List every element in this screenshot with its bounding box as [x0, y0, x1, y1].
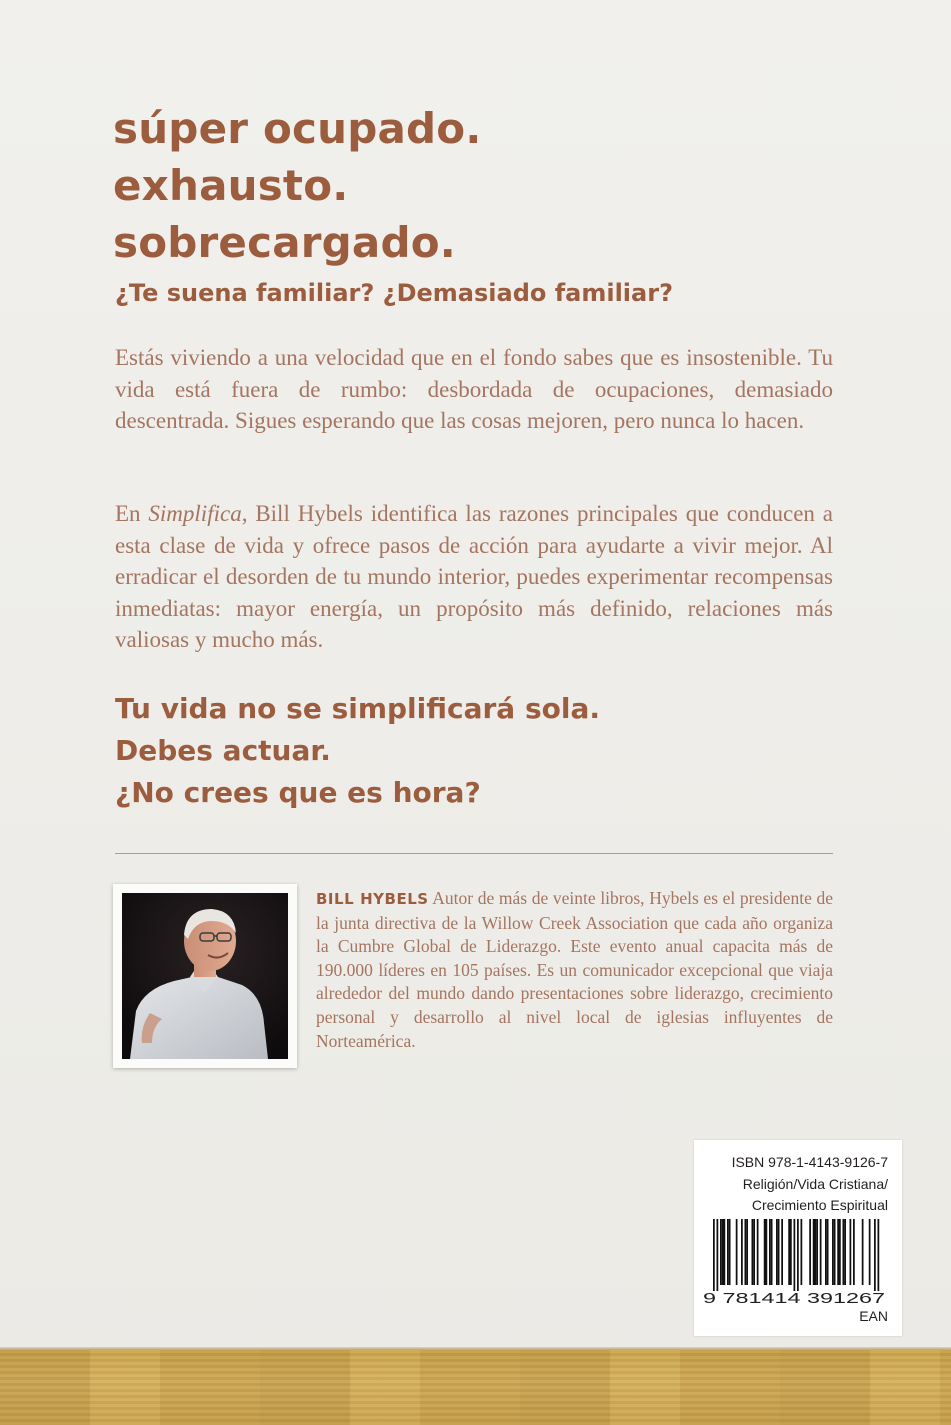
intro-paragraph: Estás viviendo a una velocidad que en el fondo sabes que es insostenible. Tu vida está fuera de rumbo: desbordada de ocupaciones, demasiado descentrada. Sigues esperando que las cosas mejoren, pero nunca lo hacen. [115, 345, 833, 433]
barcode-bar [832, 1219, 834, 1285]
barcode-bar [776, 1219, 778, 1285]
barcode-bar [729, 1219, 731, 1285]
subheadline: ¿Te suena familiar? ¿Demasiado familiar? [115, 279, 673, 307]
barcode [701, 1219, 895, 1307]
barcode-bar [717, 1219, 719, 1291]
barcode-bar [853, 1219, 855, 1285]
barcode-bar [794, 1219, 796, 1291]
barcode-number: 9 781414 391267 [703, 1291, 885, 1307]
closing-line-2: Debes actuar. [115, 734, 331, 767]
divider [115, 853, 833, 854]
barcode-bar [839, 1219, 841, 1285]
headline-line-2: exhausto. [113, 161, 349, 210]
barcode-bar [878, 1219, 880, 1291]
headline [113, 100, 482, 271]
barcode-bar [834, 1219, 836, 1285]
barcode-bar [745, 1219, 747, 1285]
paragraph-prefix: En [115, 501, 149, 526]
category-line-1: Religión/Vida Cristiana/ [742, 1175, 888, 1192]
barcode-bar [815, 1219, 817, 1285]
book-title: Simplifica [148, 501, 242, 526]
barcode-bar [843, 1219, 845, 1285]
barcode-bar [722, 1219, 724, 1285]
barcode-bar [771, 1219, 773, 1285]
barcode-bar [874, 1219, 876, 1291]
barcode-bar [766, 1219, 768, 1285]
barcode-bar [781, 1219, 783, 1285]
isbn-text [732, 1152, 888, 1217]
barcode-bar [816, 1219, 818, 1285]
barcode-bar [724, 1219, 726, 1285]
barcode-bar [746, 1219, 748, 1285]
isbn-number: ISBN 978-1-4143-9126-7 [731, 1154, 888, 1170]
category-line-2: Crecimiento Espiritual [751, 1197, 888, 1213]
closing-line-3: ¿No crees que es hora? [115, 776, 481, 809]
barcode-bar [741, 1219, 743, 1285]
wooden-floor [0, 1350, 951, 1425]
author-photo-frame [113, 884, 297, 1068]
isbn-block [694, 1140, 902, 1336]
barcode-bar [790, 1219, 792, 1285]
author-name: BILL HYBELS [316, 890, 429, 908]
barcode-bar [825, 1219, 827, 1285]
barcode-bar [862, 1219, 864, 1285]
barcode-bar [797, 1219, 799, 1291]
closing-line-1: Tu vida no se simplificará sola. [115, 692, 600, 725]
barcode-bar [827, 1219, 829, 1285]
barcode-bar [736, 1219, 738, 1285]
barcode-bar [720, 1219, 722, 1285]
barcode-bar [813, 1219, 815, 1285]
barcode-bar [801, 1219, 803, 1285]
barcode-bar [820, 1219, 822, 1285]
barcode-bar [837, 1219, 839, 1285]
barcode-bar [727, 1219, 729, 1285]
headline-line-1: súper ocupado. [113, 104, 482, 153]
barcode-bar [850, 1219, 852, 1285]
barcode-bar [752, 1219, 754, 1285]
barcode-bar [869, 1219, 871, 1285]
closing-statement [115, 688, 600, 814]
barcode-bar [809, 1219, 811, 1285]
headline-line-3: sobrecargado. [113, 218, 456, 267]
barcode-bar [713, 1219, 715, 1291]
author-photo [122, 893, 288, 1059]
author-portrait-image [122, 893, 288, 1059]
barcode-bar [764, 1219, 766, 1285]
description-paragraph [115, 498, 833, 656]
barcode-bar [753, 1219, 755, 1285]
barcode-bar [844, 1219, 846, 1285]
barcode-bar [788, 1219, 790, 1285]
barcode-bar [769, 1219, 771, 1285]
author-bio-text: Autor de más de veinte libros, Hybels es el presidente de la junta directiva de la Willow Creek Association que cada año organiza la Cumbre Global de Liderazgo. Este evento anual capacita más de 190.000 líderes en 105 países. Es un comunicador excepcional que viaja alrededor del mundo dando presentaciones sobre liderazgo, crecimiento personal y desarrollo al nivel local de iglesias influyentes de Norteamérica. [316, 888, 833, 1051]
barcode-bar [778, 1219, 780, 1285]
barcode-bar [757, 1219, 759, 1285]
author-bio [316, 887, 833, 1053]
paragraph-body: , Bill Hybels identifica las razones principales que conducen a esta clase de vida y ofrece pasos de acción para ayudarte a vivir mejor. Al erradicar el desorden de tu mundo interior, puedes experimentar recompensas inmediatas: mayor energía, un propósito más definido, relaciones más valiosas y mucho más. [115, 501, 833, 652]
ean-label: EAN [859, 1308, 888, 1324]
